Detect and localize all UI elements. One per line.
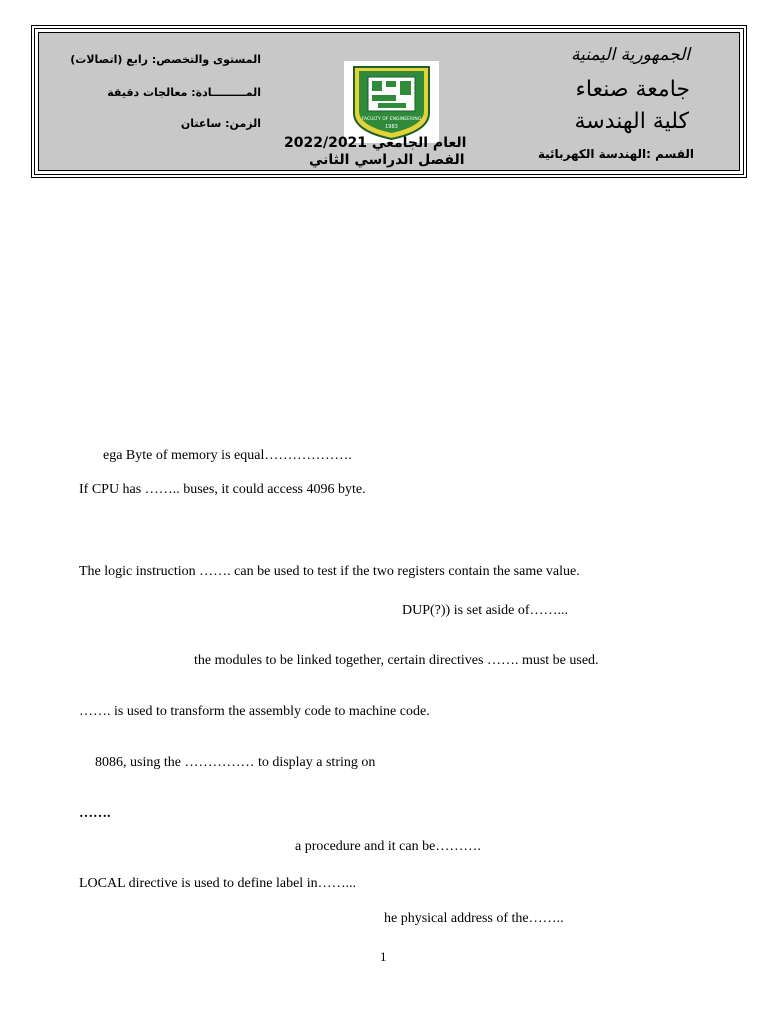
level-specialization: المستوى والتخصص: رابع (اتصالات) xyxy=(70,53,261,66)
question-4: DUP(?)) is set aside of……... xyxy=(402,603,569,618)
subject: المـــــــــادة: معالجات دقيقة xyxy=(107,86,261,99)
question-6: ……. is used to transform the assembly code to machine code. xyxy=(79,704,430,719)
exam-time: الزمن: ساعتان xyxy=(180,117,261,130)
svg-text:1983: 1983 xyxy=(385,124,398,130)
question-2: If CPU has …….. buses, it could access 4096 byte. xyxy=(79,482,366,497)
question-3: The logic instruction ……. can be used to test if the two registers contain the same value. xyxy=(79,564,580,579)
question-1: ega Byte of memory is equal………………. xyxy=(103,448,352,463)
academic-year: العام الجامعي 2022/2021 xyxy=(284,135,467,151)
question-11: he physical address of the…….. xyxy=(384,911,564,926)
republic-name: الجمهورية اليمنية xyxy=(570,45,690,65)
semester: الفصل الدراسي الثاني xyxy=(309,152,465,168)
university-name: جامعة صنعاء xyxy=(575,77,690,102)
question-8: ……. xyxy=(79,806,111,821)
faculty-name: كلية الهندسة xyxy=(574,109,689,134)
exam-header xyxy=(31,25,747,178)
question-10: LOCAL directive is used to define label in……... xyxy=(79,876,357,891)
department-name: القسم :الهندسة الكهربائية xyxy=(537,147,694,161)
question-5: the modules to be linked together, certain directives ……. must be used. xyxy=(194,653,599,668)
faculty-emblem-icon xyxy=(344,61,439,143)
question-7: 8086, using the …………… to display a string on xyxy=(95,755,376,770)
page-number: 1 xyxy=(380,949,387,964)
question-9: a procedure and it can be………. xyxy=(295,839,481,854)
header-panel xyxy=(38,32,740,171)
faculty-logo xyxy=(344,61,439,143)
svg-text:FACULTY OF ENGINEERING: FACULTY OF ENGINEERING xyxy=(361,117,422,122)
